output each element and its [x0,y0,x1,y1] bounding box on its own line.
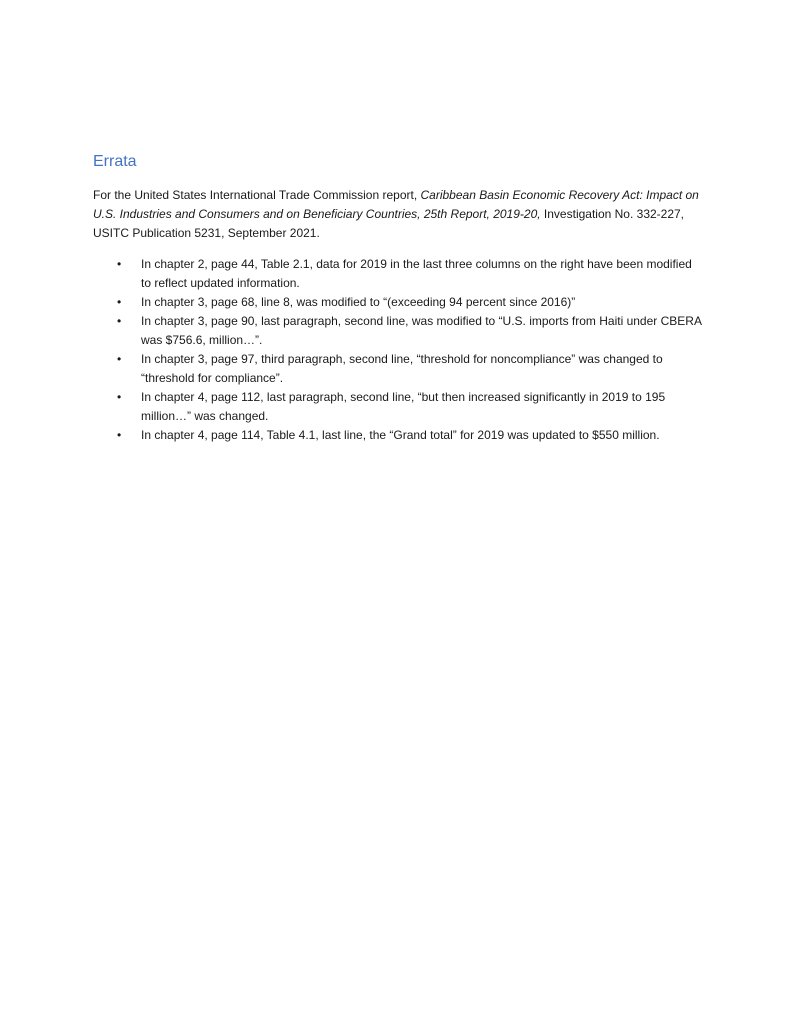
list-item [93,388,703,426]
bullet-icon: • [117,257,122,271]
bullet-icon: • [117,428,122,442]
list-item-text: In chapter 2, page 44, Table 2.1, data for 2019 in the last three columns on the right have been modified to reflect updated information. [141,257,692,290]
list-item [93,293,703,312]
list-item [93,312,703,350]
list-item-text: In chapter 3, page 90, last paragraph, second line, was modified to “U.S. imports from Haiti under CBERA was $756.6, million…”. [141,314,702,347]
list-item [93,426,703,445]
errata-list [93,255,703,445]
intro-suffix: Investigation No. 332-227, USITC Publication 5231, September 2021. [93,207,685,240]
bullet-icon: • [117,352,122,366]
list-item-text: In chapter 4, page 114, Table 4.1, last line, the “Grand total” for 2019 was updated to $550 million. [141,428,660,442]
bullet-icon: • [117,390,122,404]
errata-heading: Errata [93,153,137,170]
list-item [93,255,703,293]
errata-content [93,152,703,445]
report-title: Caribbean Basin Economic Recovery Act: Impact on U.S. Industries and Consumers and on Beneficiary Countries, 25th Report, 2019-20, [93,188,699,221]
list-item-text: In chapter 4, page 112, last paragraph, second line, “but then increased significantly in 2019 to 195 million…” was changed. [141,390,666,423]
list-item-text: In chapter 3, page 68, line 8, was modified to “(exceeding 94 percent since 2016)” [141,295,576,309]
bullet-icon: • [117,295,122,309]
list-item-text: In chapter 3, page 97, third paragraph, second line, “threshold for noncompliance” was changed to “threshold for compliance”. [141,352,663,385]
list-item [93,350,703,388]
intro-prefix: For the United States International Trade Commission report, [93,188,421,202]
bullet-icon: • [117,314,122,328]
intro-paragraph [93,186,703,243]
